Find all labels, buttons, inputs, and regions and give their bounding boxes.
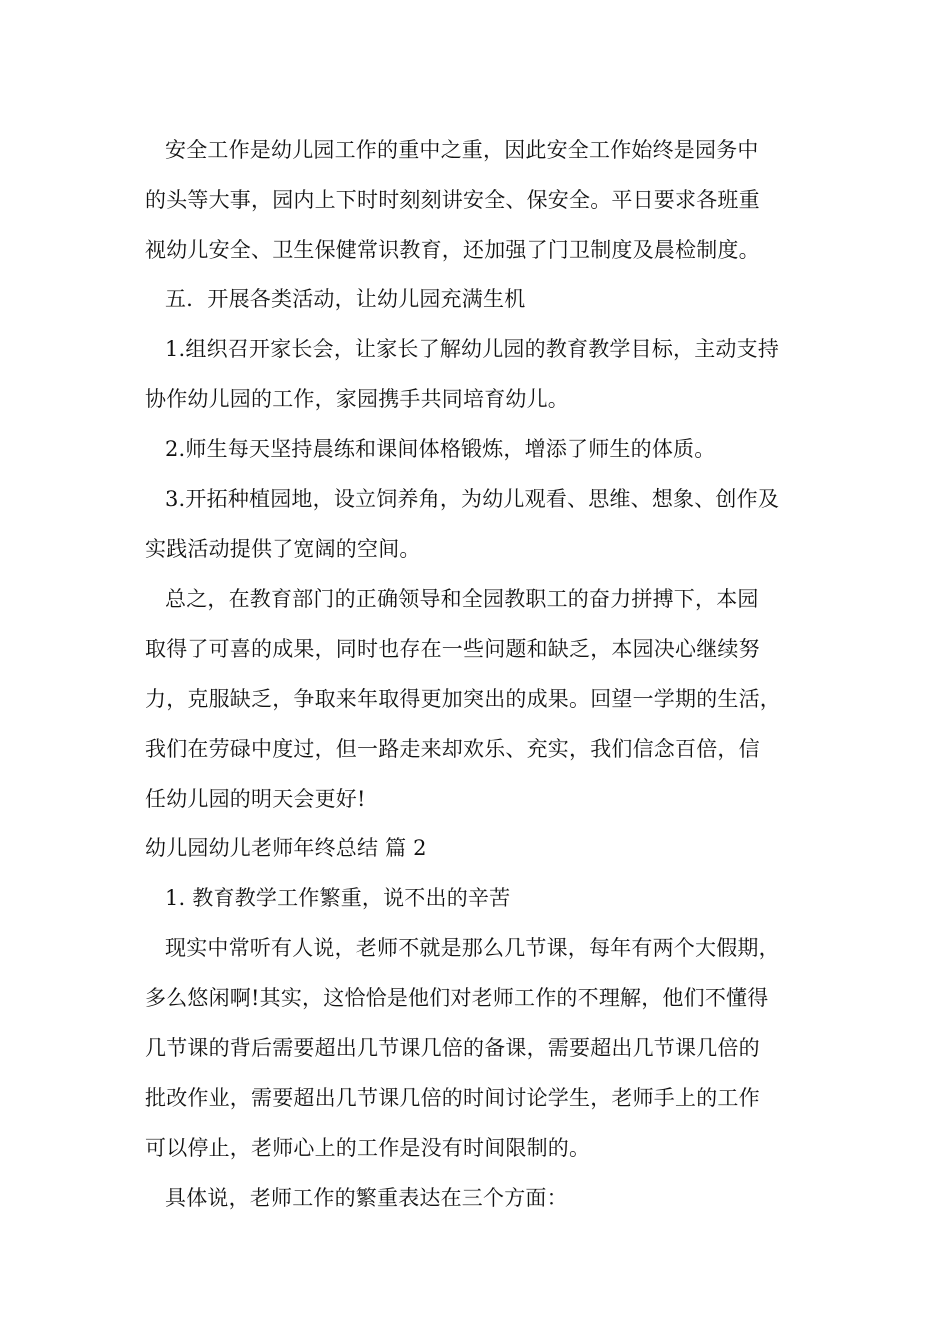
paragraph-line: 现实中常听有人说，老师不就是那么几节课，每年有两个大假期， [165,936,780,960]
list-item-line: 1.组织召开家长会，让家长了解幼儿园的教育教学目标，主动支持 [165,337,780,361]
paragraph-line: 总之，在教育部门的正确领导和全园教职工的奋力拼搏下，本园 [165,587,759,611]
paragraph-line: 批改作业，需要超出几节课几倍的时间讨论学生，老师手上的工作 [145,1086,760,1110]
list-item-line: 协作幼儿园的工作，家园携手共同培育幼儿。 [145,387,569,411]
list-item-line: 3.开拓种植园地，设立饲养角，为幼儿观看、思维、想象、创作及 [165,487,780,511]
paragraph-line: 力，克服缺乏，争取来年取得更加突出的成果。回望一学期的生活， [145,687,781,711]
paragraph-line: 视幼儿安全、卫生保健常识教育，还加强了门卫制度及晨检制度。 [145,238,760,262]
list-item-line: 2.师生每天坚持晨练和课间体格锻炼，增添了师生的体质。 [165,437,716,461]
paragraph-line: 多么悠闲啊!其实，这恰恰是他们对老师工作的不理解，他们不懂得 [145,986,769,1010]
section-heading: 五．开展各类活动，让幼儿园充满生机 [165,287,526,311]
paragraph-line: 取得了可喜的成果，同时也存在一些问题和缺乏，本园决心继续努 [145,637,760,661]
paragraph-line: 我们在劳碌中度过，但一路走来却欢乐、充实，我们信念百倍，信 [145,737,760,761]
paragraph-line: 的头等大事，园内上下时时刻刻讲安全、保安全。平日要求各班重 [145,188,760,212]
section-heading: 1. 教育教学工作繁重，说不出的辛苦 [165,886,511,910]
paragraph-line: 具体说，老师工作的繁重表达在三个方面： [165,1186,568,1210]
paragraph-line: 安全工作是幼儿园工作的重中之重，因此安全工作始终是园务中 [165,138,759,162]
article-title: 幼儿园幼儿老师年终总结 篇 2 [145,836,427,860]
paragraph-line: 可以停止，老师心上的工作是没有时间限制的。 [145,1136,591,1160]
paragraph-line: 任幼儿园的明天会更好! [145,787,366,811]
list-item-line: 实践活动提供了宽阔的空间。 [145,537,421,561]
paragraph-line: 几节课的背后需要超出几节课几倍的备课，需要超出几节课几倍的 [145,1036,760,1060]
